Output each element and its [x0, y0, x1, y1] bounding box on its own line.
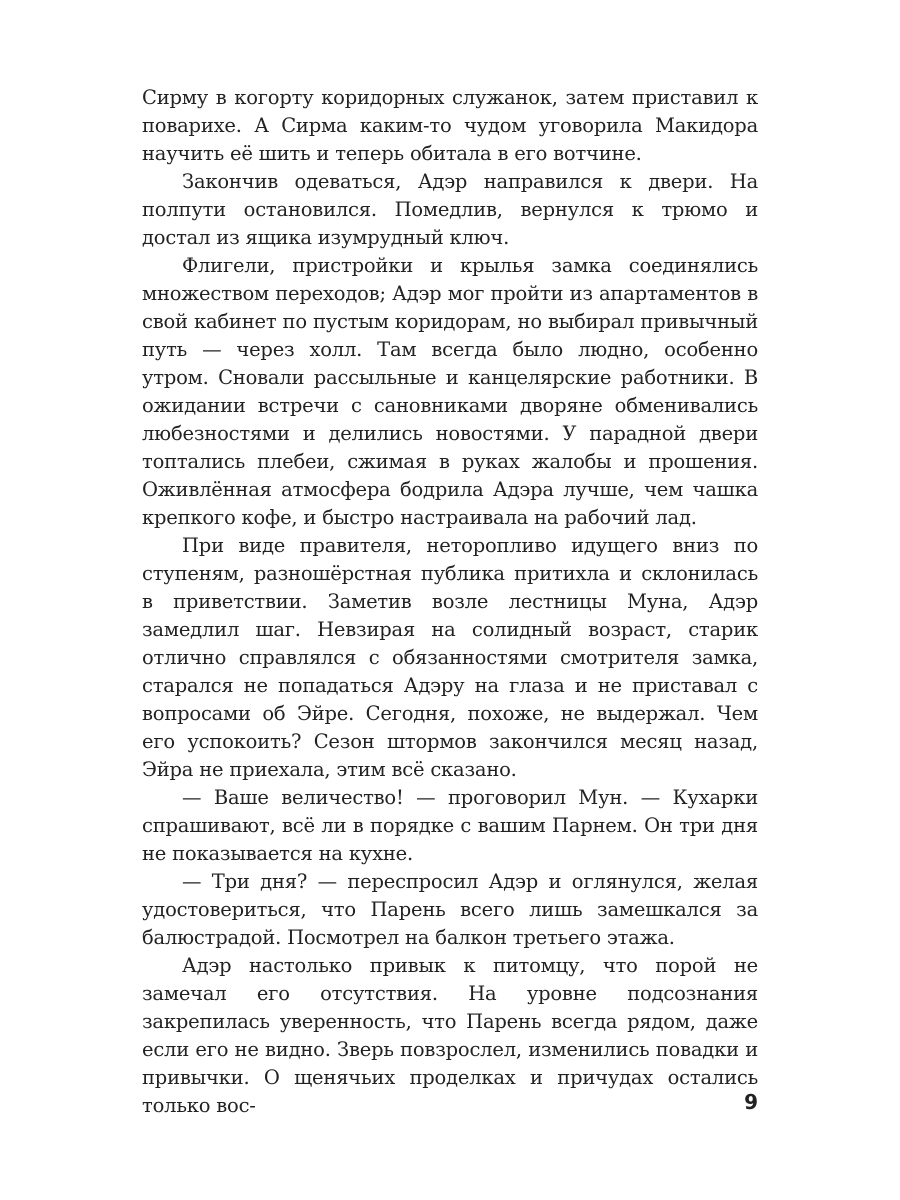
paragraph-6: — Три дня? — переспросил Адэр и оглянулся, желая удостовериться, что Парень всего лишь замешкался за балюстрадой. Посмотрел на балкон третьего этажа. [142, 870, 758, 949]
paragraph-3: Флигели, пристройки и крылья замка соединялись множеством переходов; Адэр мог пройти из апартаментов в свой кабинет по пустым коридорам, но выбирал привычный путь — через холл. Там всегда было людно, особенно утром. Сновали рассыльные и канцелярские работники. В ожидании встречи с сановниками дворяне обменивались любезностями и делились новостями. У парадной двери топтались плебеи, сжимая в руках жалобы и прошения. Оживлённая атмосфера бодрила Адэра лучше, чем чашка крепкого кофе, и быстро настраивала на рабочий лад. [142, 254, 758, 529]
body-text [142, 84, 758, 1120]
paragraph-2: Закончив одеваться, Адэр направился к двери. На полпути остановился. Помедлив, вернулся к трюмо и достал из ящика изумрудный ключ. [142, 170, 758, 249]
page-number: 9 [744, 1090, 758, 1114]
paragraph-1: Сирму в когорту коридорных служанок, затем приставил к поварихе. А Сирма каким-то чудом уговорила Макидора научить её шить и теперь обитала в его вотчине. [142, 86, 758, 165]
paragraph-5: — Ваше величество! — проговорил Мун. — Кухарки спрашивают, всё ли в порядке с вашим Парнем. Он три дня не показывается на кухне. [142, 786, 758, 865]
paragraph-7: Адэр настолько привык к питомцу, что порой не замечал его отсутствия. На уровне подсознания закрепилась уверенность, что Парень всегда рядом, даже если его не видно. Зверь повзрослел, изменились повадки и привычки. О щенячьих проделках и причудах остались только вос- [142, 954, 758, 1117]
paragraph-4: При виде правителя, неторопливо идущего вниз по ступеням, разношёрстная публика притихла и склонилась в приветствии. Заметив возле лестницы Муна, Адэр замедлил шаг. Невзирая на солидный возраст, старик отлично справлялся с обязанностями смотрителя замка, старался не попадаться Адэру на глаза и не приставал с вопросами об Эйре. Сегодня, похоже, не выдержал. Чем его успокоить? Сезон штормов закончился месяц назад, Эйра не приехала, этим всё сказано. [142, 534, 758, 781]
